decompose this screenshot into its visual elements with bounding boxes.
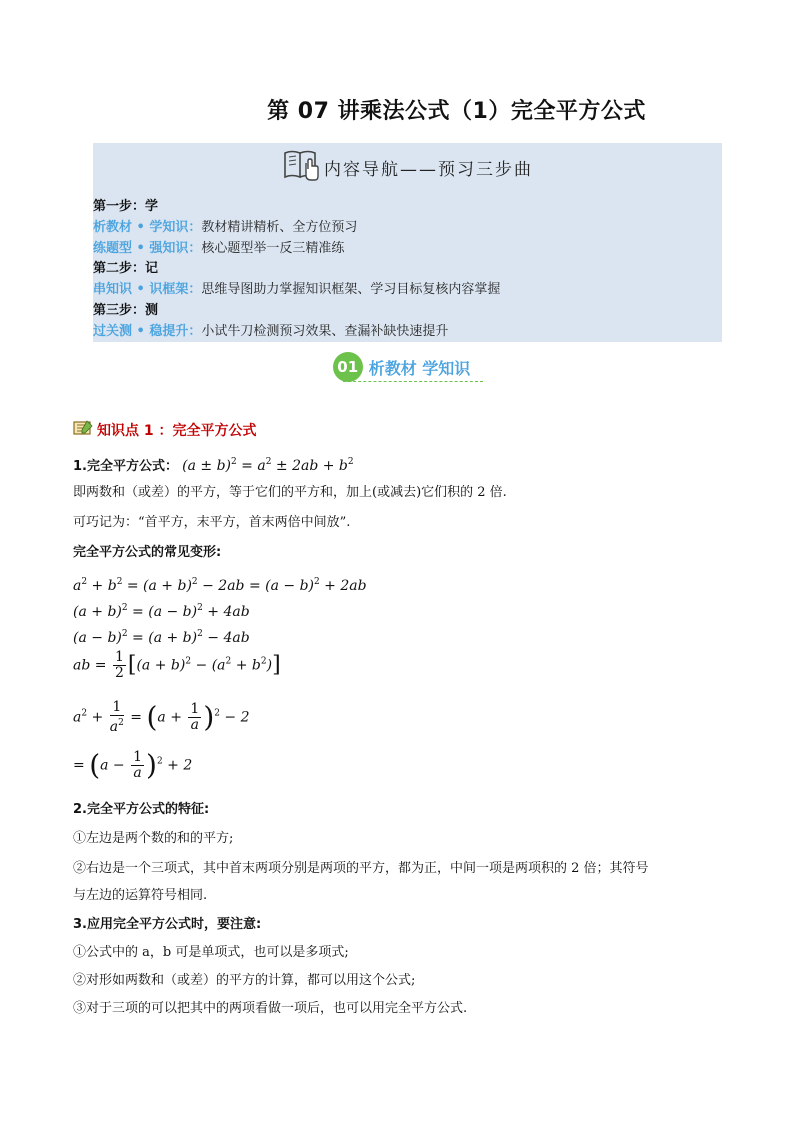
step-one-heading: 第一步：学: [93, 199, 159, 214]
section-title: 析教材 学知识: [368, 358, 471, 378]
formula-variant: ab = $\frac{1}{2}$ $[(a + b)^2 - (a^2 + b^2)]$: [73, 649, 281, 681]
section-number: 01: [333, 352, 363, 382]
step-item: 析教材 • 学知识：教材精讲精析、全方位预习: [93, 220, 358, 235]
list-item: ③对于三项的可以把其中的两项看做一项后，也可以用完全平方公式.: [73, 1001, 468, 1016]
variants-heading: 完全平方公式的常见变形:: [73, 545, 222, 560]
formula-variant: $(a + b)^2 = (a - b)^2 + 4ab$: [73, 603, 250, 620]
paragraph: 即两数和（或差）的平方，等于它们的平方和，加上(或减去)它们积的 2 倍.: [73, 485, 507, 500]
list-item: ①公式中的 a，b 可是单项式，也可以是多项式;: [73, 945, 349, 960]
list-item: 与左边的运算符号相同.: [73, 888, 208, 903]
list-item: ②对形如两数和（或差）的平方的计算，都可以用这个公式;: [73, 973, 416, 988]
paragraph: 可巧记为：“首平方，末平方，首末两倍中间放”.: [73, 515, 351, 530]
step-item: 串知识 • 识框架：思维导图助力掌握知识框架、学习目标复核内容掌握: [93, 282, 501, 297]
content-navigation-box: [93, 143, 722, 342]
notes-heading: 3.应用完全平方公式时，要注意:: [73, 917, 262, 932]
book-icon: [282, 147, 320, 187]
formula-variant: $a^2 + b^2 = (a + b)^2 - 2ab = (a - b)^2 + 2ab$: [73, 577, 367, 594]
list-item: ②右边是一个三项式，其中首末两项分别是两项的平方，都为正，中间一项是两项积的 2 倍；其符号: [73, 861, 649, 876]
perfect-square-formula: $(a \pm b)^2 = a^2 \pm 2ab + b^2$: [182, 457, 354, 474]
formula-variant: $(a - b)^2 = (a + b)^2 - 4ab$: [73, 629, 250, 646]
section-underline: [343, 381, 483, 382]
page-title: 第 07 讲乘法公式（1）完全平方公式: [267, 99, 646, 124]
knowledge-point-heading: 知识点 1 ：完全平方公式: [73, 420, 257, 440]
list-item: ①左边是两个数的和的平方;: [73, 831, 234, 846]
step-three-heading: 第三步：测: [93, 303, 159, 318]
features-heading: 2.完全平方公式的特征:: [73, 802, 210, 817]
step-item: 过关测 • 稳提升：小试牛刀检测预习效果、查漏补缺快速提升: [93, 324, 449, 339]
notebook-icon: [73, 420, 93, 440]
section-badge: [0, 352, 793, 382]
formula-variant: $a^2$ + $\frac{1}{a^2}$ = (a + $\frac{1}{a}$ )$^2$ − 2: [73, 699, 250, 735]
step-two-heading: 第二步：记: [93, 261, 159, 276]
formula-definition: 1.完全平方公式： $(a \pm b)^2 = a^2 \pm 2ab + b^2$: [73, 457, 354, 474]
formula-variant: = (a − $\frac{1}{a}$ )$^2$ + 2: [73, 748, 193, 782]
nav-header: [93, 147, 722, 187]
nav-header-text: 内容导航——预习三步曲: [324, 159, 533, 180]
step-item: 练题型 • 强知识：核心题型举一反三精准练: [93, 241, 345, 256]
